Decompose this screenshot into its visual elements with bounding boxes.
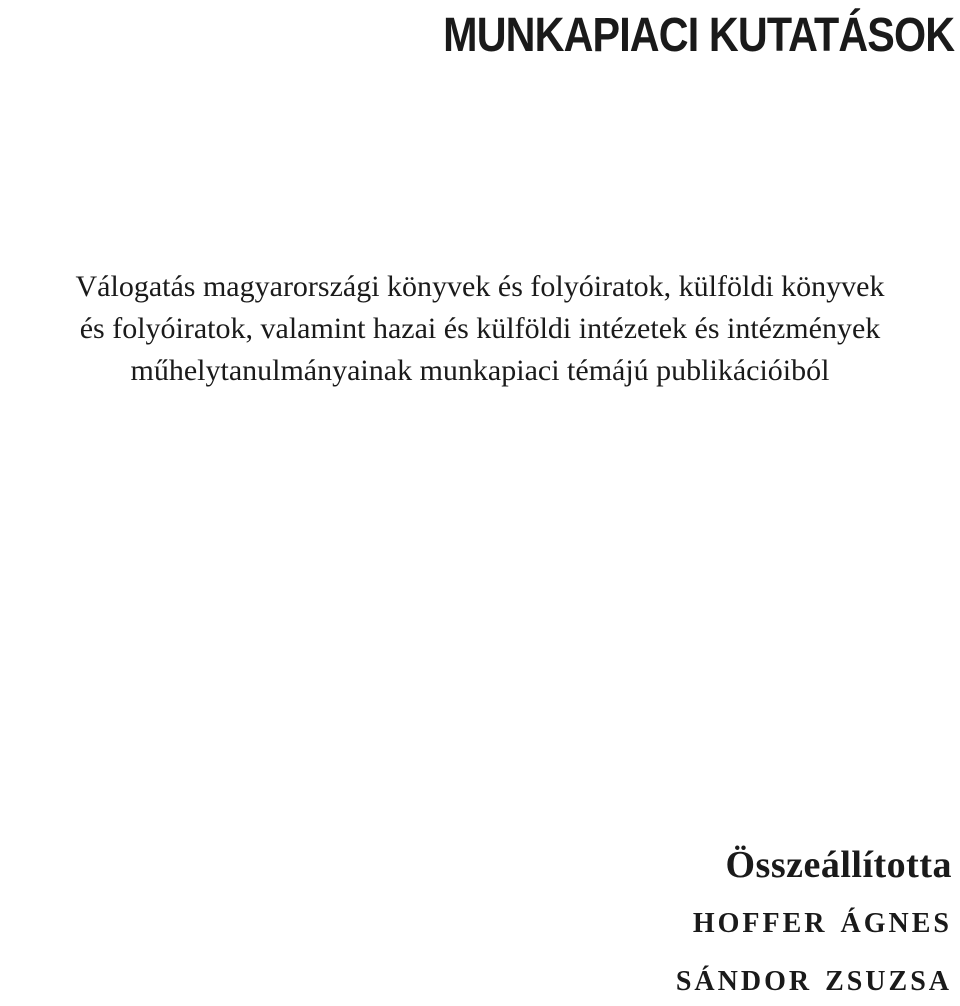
compiled-by-label: Összeállította: [725, 844, 952, 886]
author-name: sándor zsuzsa: [675, 954, 952, 999]
credits-block: [676, 840, 952, 1006]
subtitle-line: műhelytanulmányainak munkapiaci témájú publikációiból: [130, 354, 830, 387]
author-name: hoffer ágnes: [692, 896, 952, 941]
subtitle-line: Válogatás magyarországi könyvek és folyóiratok, külföldi könyvek: [75, 270, 885, 303]
page-title: MUNKAPIACI KUTATÁSOK: [442, 9, 954, 62]
subtitle: [0, 266, 960, 392]
subtitle-line: és folyóiratok, valamint hazai és külföldi intézetek és intézmények: [79, 312, 881, 345]
